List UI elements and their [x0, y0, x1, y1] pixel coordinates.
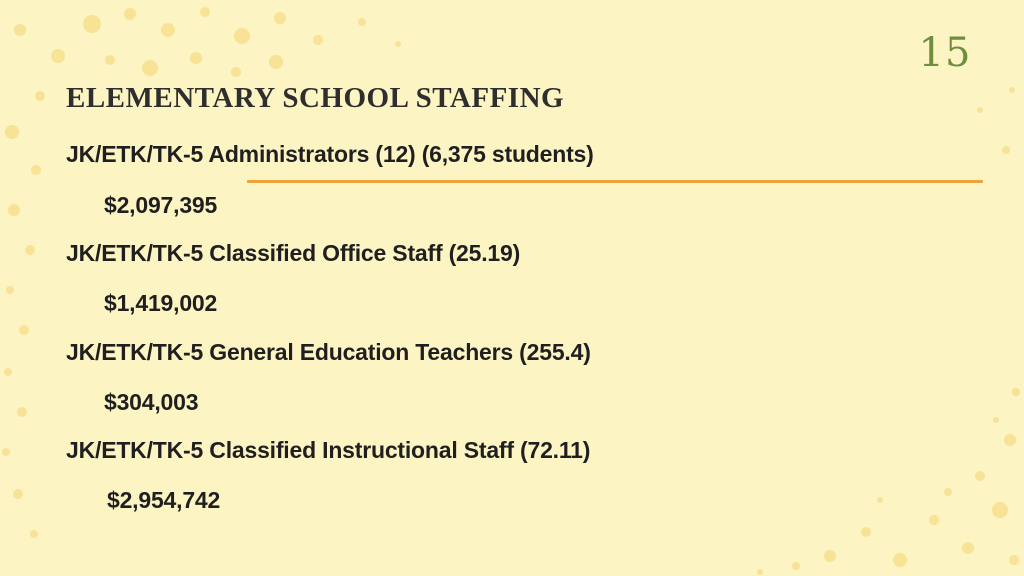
accent-divider — [247, 180, 983, 183]
page-number: 15 — [918, 30, 972, 76]
staffing-amount-office-staff: $1,419,002 — [104, 290, 218, 316]
staffing-amount-instructional-staff: $2,954,742 — [107, 487, 221, 513]
staffing-label-instructional-staff: JK/ETK/TK-5 Classified Instructional Staff (72.11) — [66, 437, 591, 463]
slide-title: ELEMENTARY SCHOOL STAFFING — [66, 82, 565, 114]
staffing-amount-administrators: $2,097,395 — [104, 192, 218, 218]
staffing-label-teachers: JK/ETK/TK-5 General Education Teachers (255.4) — [66, 339, 591, 365]
staffing-label-office-staff: JK/ETK/TK-5 Classified Office Staff (25.19) — [66, 240, 521, 266]
staffing-label-administrators: JK/ETK/TK-5 Administrators (12) (6,375 students) — [66, 141, 594, 167]
staffing-amount-teachers: $304,003 — [104, 389, 199, 415]
